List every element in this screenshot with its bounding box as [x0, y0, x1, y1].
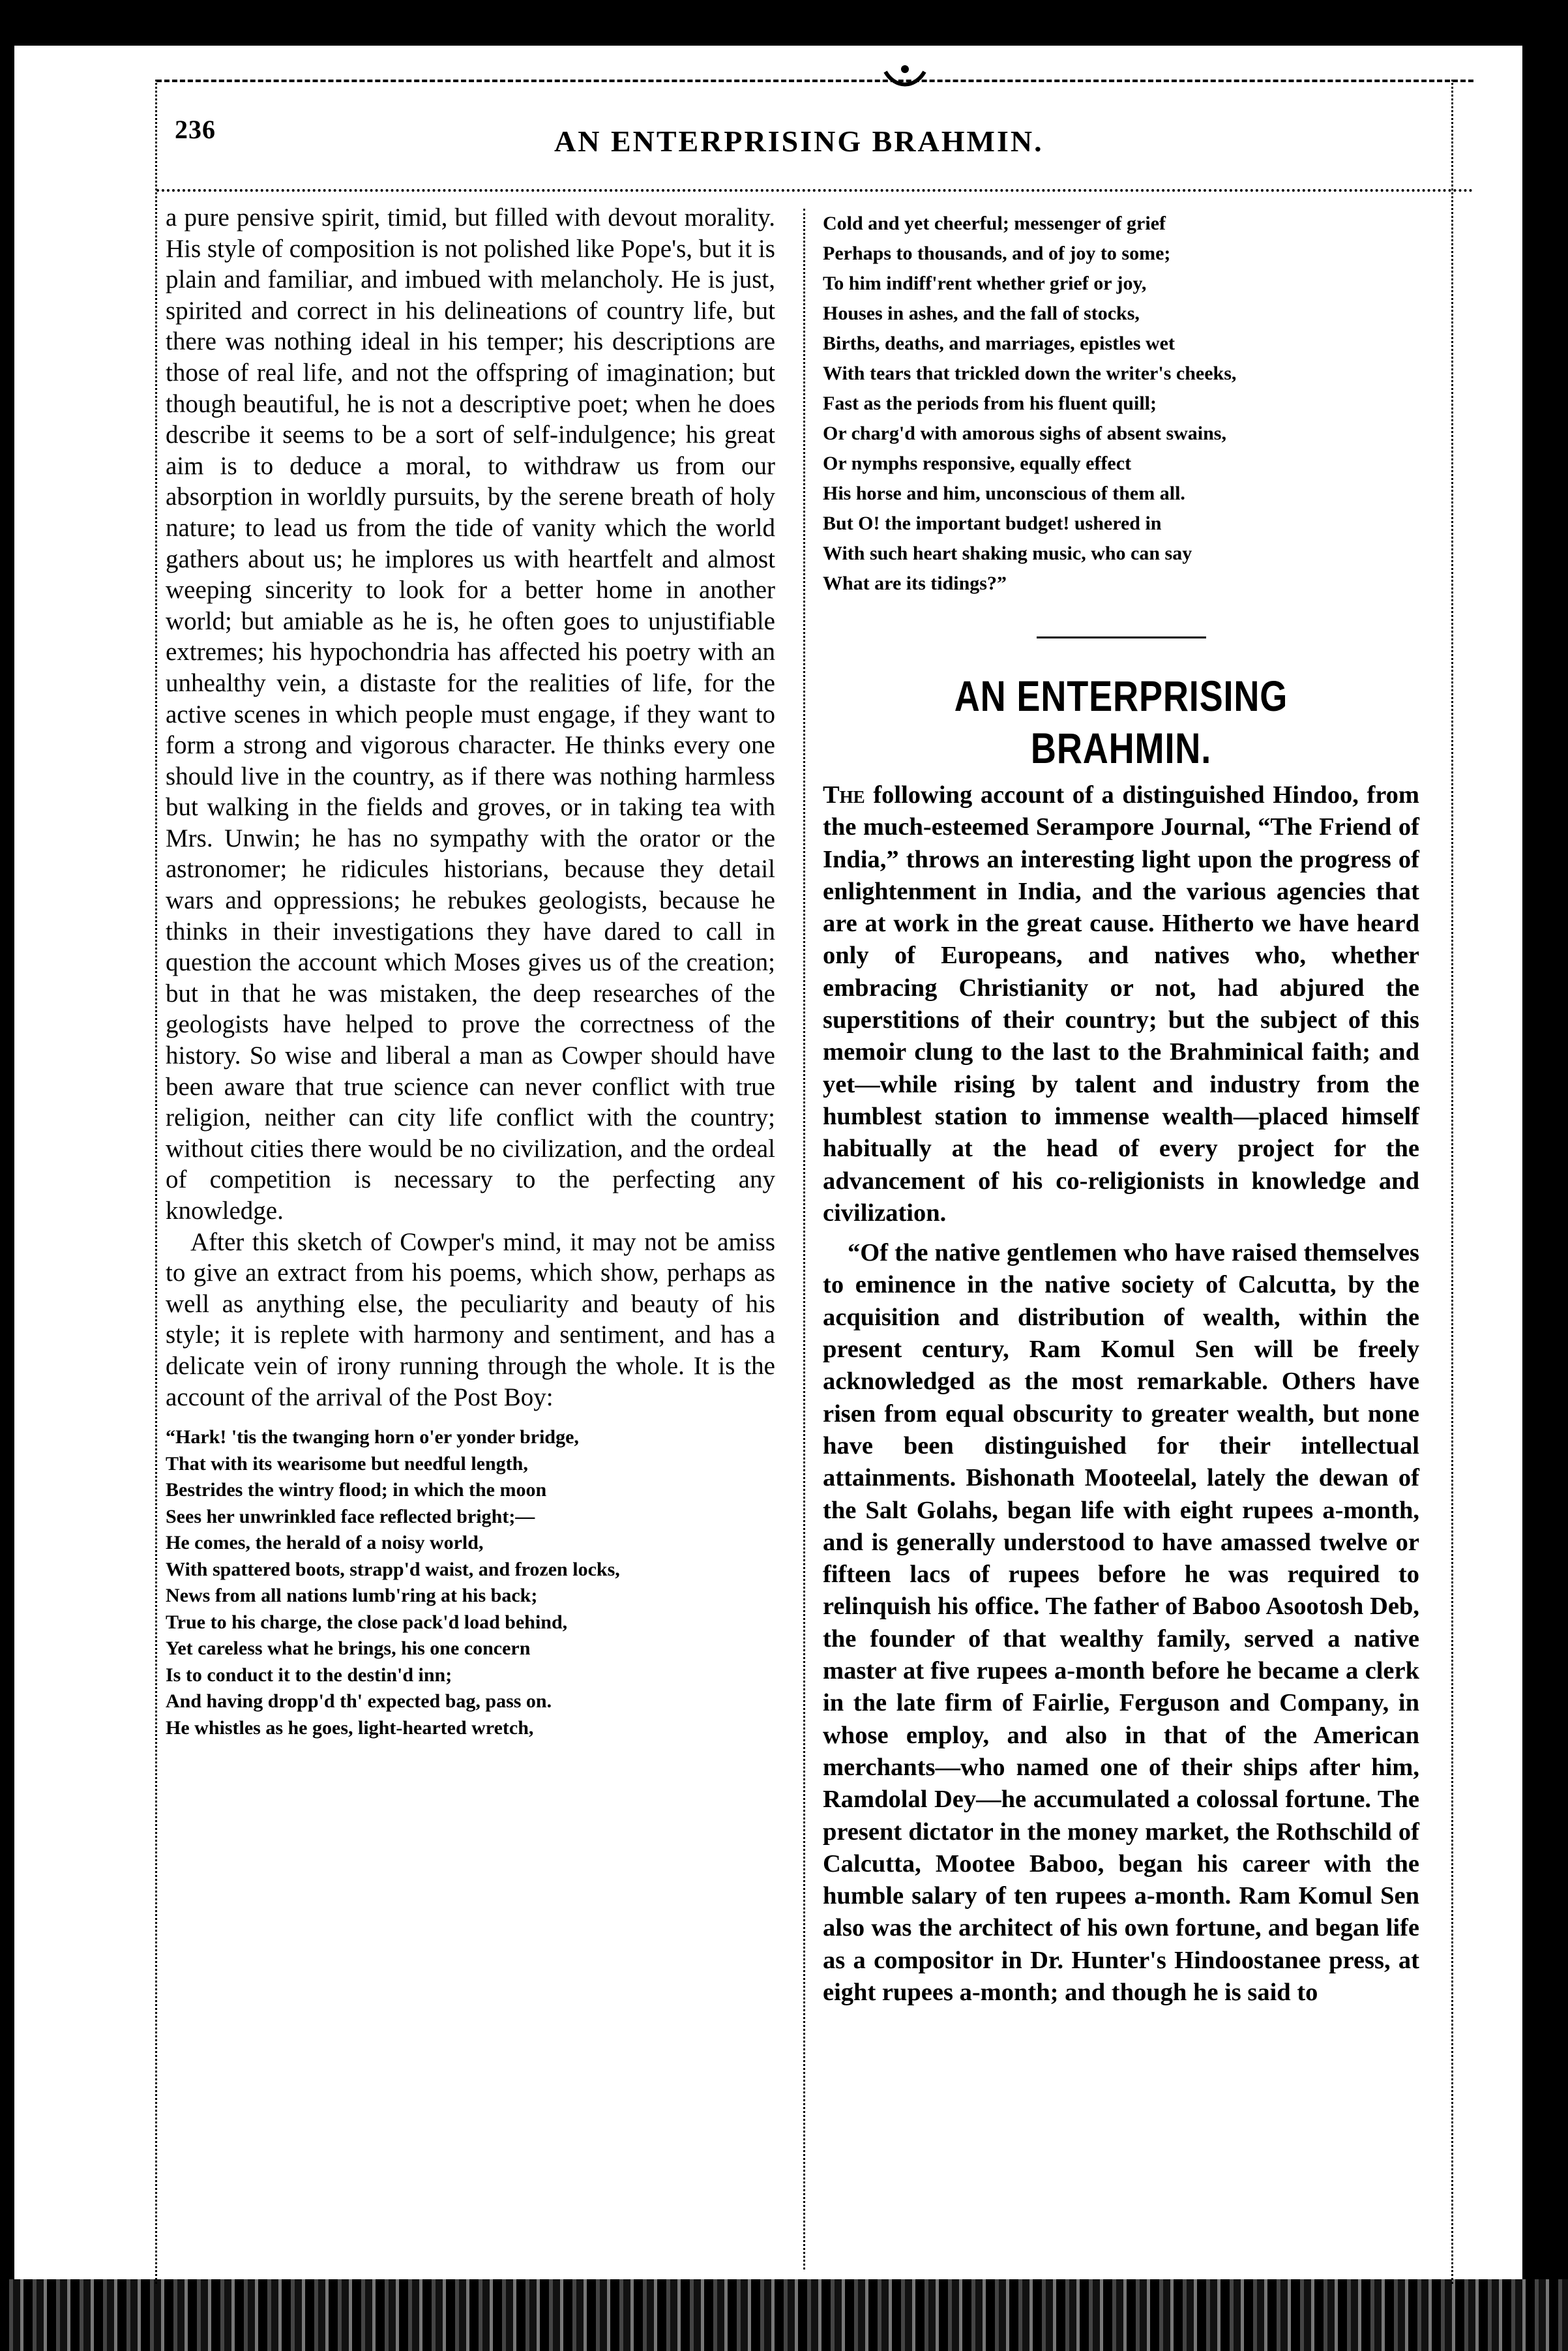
article-paragraph-2: “Of the native gentlemen who have raised themselves to eminence in the native society of Calcutta, by the acquisition and distribution of wealth, within the present century, Ram Komul Sen will be freely acknowledged as the most remarkable. Others have risen from equal obscurity to greater wealth, but none have been distinguished for their intellectual attainments. Bishonath Mooteelal, lately the dewan of the Salt Golahs, began life with eight rupees a-month, and is generally understood to have amassed twelve or fifteen lacs of rupees before he was required to relinquish his office. The father of Baboo Asootosh Deb, the founder of that wealthy family, served a native master at five rupees a-month before he became a clerk in the late firm of Fairlie, Ferguson and Company, in whose employ, and also in that of the American merchants—who named one of their ships after him, Ramdolal Dey—he accumulated a colossal fortune. The present dictator in the money market, the Rothschild of Calcutta, Mootee Baboo, began his career with the humble salary of ten rupees a-month. Ram Komul Sen also was the architect of his own fortune, and began life as a compositor in Dr. Hunter's Hindoostanee press, at eight rupees a-month; and though he is said to: [823, 1239, 1419, 2006]
poem-line: Yet careless what he brings, his one concern: [166, 1638, 531, 1660]
post-boy-poem-part-2: [823, 209, 1419, 599]
poem-line: And having dropp'd th' expected bag, pass on.: [166, 1690, 552, 1713]
poem-line: News from all nations lumb'ring at his back;: [166, 1585, 538, 1607]
scan-border-top: [0, 0, 1568, 46]
poem-line: True to his charge, the close pack'd load behind,: [166, 1611, 568, 1633]
page-frame-right-rule: [1451, 80, 1453, 2284]
poem-line: That with its wearisome but needful length,: [166, 1452, 528, 1475]
poem-line: “Hark! 'tis the twanging horn o'er yonder bridge,: [166, 1426, 579, 1448]
poem-line: Bestrides the wintry flood; in which the moon: [166, 1479, 547, 1501]
poem-line: He whistles as he goes, light-hearted wretch,: [166, 1716, 534, 1739]
page-frame-top-rule: [156, 80, 1473, 82]
post-boy-poem-part-1: [166, 1424, 775, 1741]
poem-line: To him indiff'rent whether grief or joy,: [823, 273, 1147, 294]
poem-line: Perhaps to thousands, and of joy to some;: [823, 243, 1171, 264]
poem-line: With tears that trickled down the writer's cheeks,: [823, 363, 1237, 384]
page-number: 236: [175, 115, 216, 144]
article-intro: [823, 779, 1419, 1229]
page-frame-left-rule: [155, 80, 157, 2284]
left-paragraph-2: After this sketch of Cowper's mind, it may not be amiss to give an extract from his poems, which show, perhaps as well as anything else, the peculiarity and beauty of his style; it is replete with harmony and sentiment, and has a delicate vein of irony running through the whole. It is the account of the arrival of the Post Boy:: [166, 1227, 775, 1411]
poem-line: Or nymphs responsive, equally effect: [823, 453, 1132, 474]
column-divider: [803, 209, 805, 2269]
poem-line: Cold and yet cheerful; messenger of grief: [823, 213, 1166, 234]
left-column: [166, 202, 775, 1741]
poem-line: But O! the important budget! ushered in: [823, 513, 1162, 534]
page-header-rule: [156, 189, 1473, 192]
article-intro-lead: The: [823, 781, 865, 809]
poem-line: With such heart shaking music, who can say: [823, 543, 1192, 564]
left-paragraph-1: a pure pensive spirit, timid, but filled with devout morality. His style of composition is not polished like Pope's, but it is plain and familiar, and imbued with melancholy. He is just, spirited and correct in his delineations of country life, but there was nothing ideal in his temper; his descriptions are those of real life, and not the offspring of imagination; but though beautiful, he is not a descriptive poet; when he does describe it seems to be a sort of self-indulgence; his great aim is to deduce a moral, to withdraw us from our absorption in worldly pursuits, by the serene breath of holy nature; to lead us from the tide of vanity which the world gathers about us; he implores us with heartfelt and almost weeping sincerity to look for a better home in another world; but amiable as he is, he often goes to unjustifiable extremes; his hypochondria has affected his poetry with an unhealthy vein, a distaste for the realities of life, for the active scenes in which people must engage, if they want to form a strong and vigorous character. He thinks every one should live in the country, as if there was nothing harmless but walking in the fields and groves, or in taking tea with Mrs. Unwin; he has no sympathy with the orator or the astronomer; he ridicules historians, because they detail wars and oppressions; he rebukes geologists, because he thinks in their investigations they have dared to call in question the account which Moses gives us of the creation; but in that he was mistaken, the deep researches of the geologists have helped to prove the correctness of the history. So wise and liberal a man as Cowper should have been aware that true science can never conflict with true religion, neither can city life conflict with the country; without cities there would be no civilization, and the ordeal of competition is necessary to the perfecting any knowledge.: [166, 203, 775, 1225]
poem-line: He comes, the herald of a noisy world,: [166, 1532, 484, 1554]
poem-line: Is to conduct it to the destin'd inn;: [166, 1664, 452, 1686]
section-divider-rule: [1037, 636, 1206, 638]
poem-line: Houses in ashes, and the fall of stocks,: [823, 303, 1140, 324]
scan-border-bottom: [0, 2279, 1568, 2351]
scan-border-right: [1522, 0, 1568, 2351]
poem-line: Or charg'd with amorous sighs of absent swains,: [823, 423, 1226, 444]
article-intro-text: following account of a distinguished Hindoo, from the much-esteemed Serampore Journal, “The Friend of India,” throws an interesting light upon the progress of enlightenment in India, and the various agencies that are at work in the great cause. Hitherto we have heard only of Europeans, and natives who, whether embracing Christianity or not, had abjured the superstitions of their country; but the subject of this memoir clung to the last to the Brahminical faith; and yet—while rising by talent and industry from the humblest station to immense wealth—placed himself habitually at the head of every project for the advancement of his co-religionists in knowledge and civilization.: [823, 781, 1419, 1227]
running-head: AN ENTERPRISING BRAHMIN.: [554, 125, 1044, 158]
poem-line: What are its tidings?”: [823, 573, 1007, 594]
poem-line: His horse and him, unconscious of them all.: [823, 483, 1185, 504]
right-column: [823, 209, 1419, 2009]
poem-line: With spattered boots, strapp'd waist, and frozen locks,: [166, 1558, 620, 1580]
poem-line: Sees her unwrinkled face reflected bright;—: [166, 1505, 535, 1527]
ornament-icon: [879, 64, 931, 90]
scan-border-left: [0, 0, 14, 2351]
article-title: AN ENTERPRISING BRAHMIN.: [954, 672, 1288, 772]
poem-line: Fast as the periods from his fluent quill;: [823, 393, 1157, 414]
poem-line: Births, deaths, and marriages, epistles wet: [823, 333, 1175, 354]
